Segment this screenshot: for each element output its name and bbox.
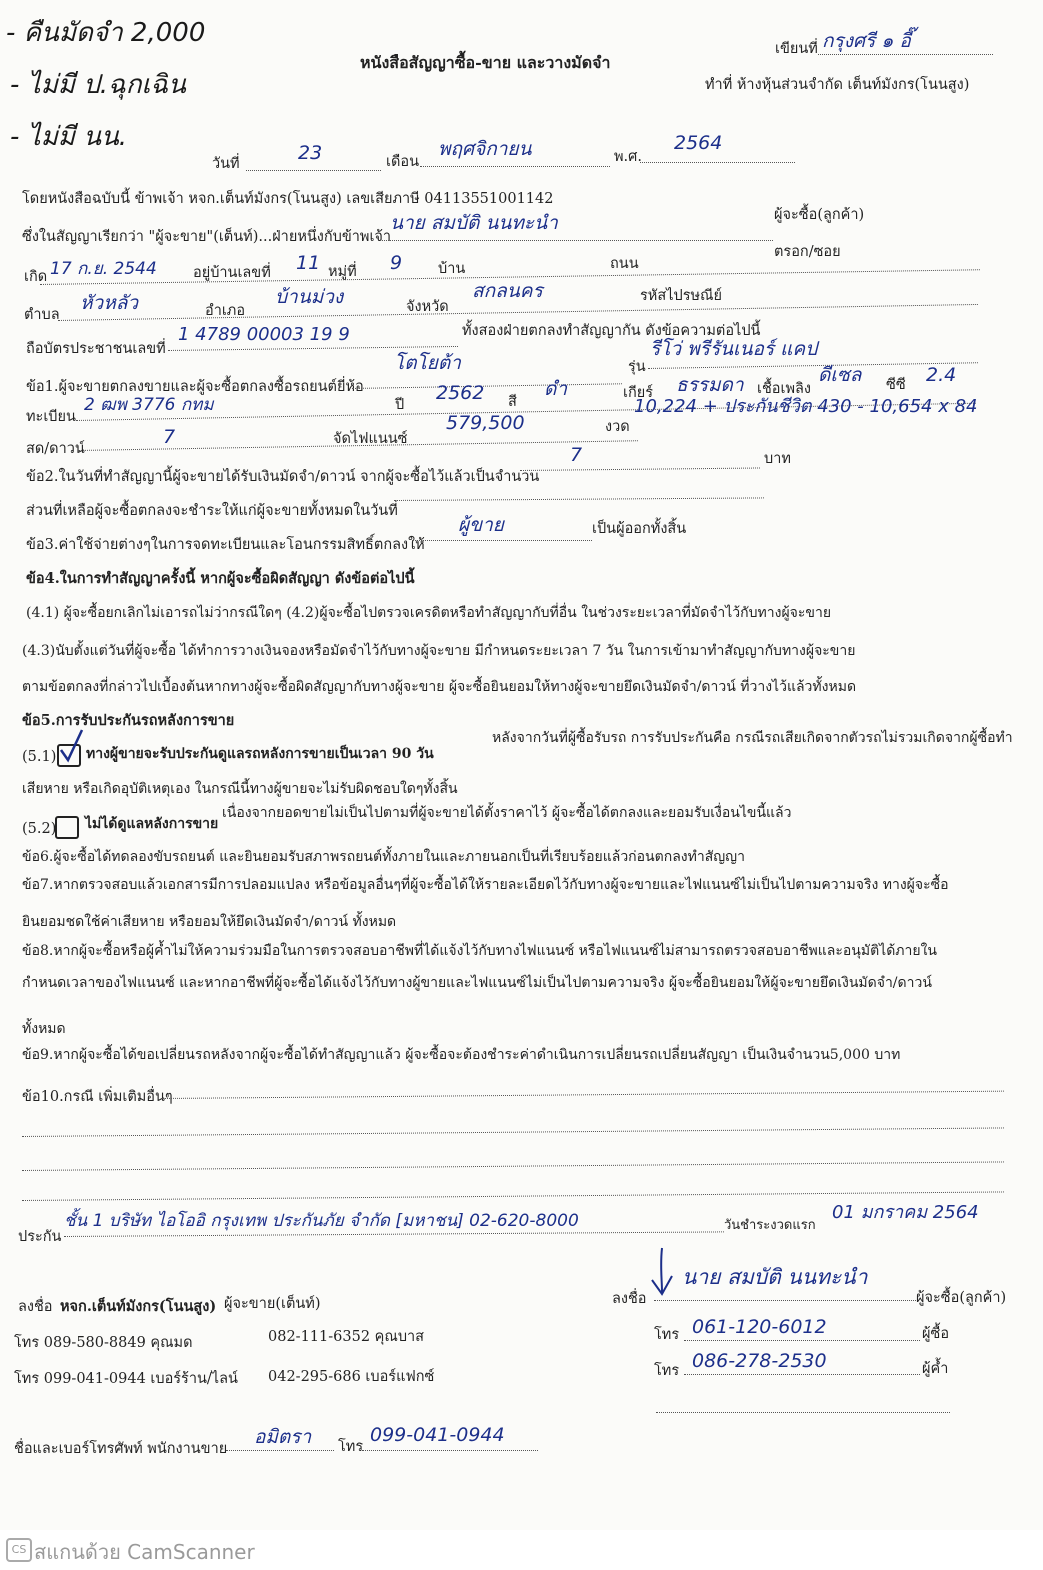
cc-label: ซีซี — [886, 377, 906, 393]
clause4-1: (4.1) ผู้จะซื้อยกเลิกไม่เอารถไม่ว่ากรณีใดๆ (4.2)ผู้จะซื้อไปตรวจเครดิตหรือทำสัญญากับที่อื่น ในช่วงระยะเวลาที่มัดจำไว้กับทางผู้จะขาย — [26, 605, 832, 621]
clause4-title: ข้อ4.ในการทำสัญญาครั้งนี้ หากผู้จะซื้อผิดสัญญา ดังข้อต่อไปนี้ — [26, 570, 415, 587]
postcode-label: รหัสไปรษณีย์ — [640, 288, 722, 304]
fuel-label: เชื้อเพลิง — [757, 381, 811, 397]
idcard-suffix: ทั้งสองฝ่ายตกลงทำสัญญากัน ดังข้อความต่อไปนี้ — [462, 323, 761, 339]
note-no-emergency-insurance: - ไม่มี ป.ฉุกเฉิน — [10, 70, 186, 100]
car-fuel: ดีเซล — [818, 364, 862, 386]
dotted-line — [640, 162, 795, 163]
car-cc: 2.4 — [926, 364, 957, 386]
first-payment-value: 01 มกราคม 2564 — [832, 1202, 979, 1223]
clause7: ข้อ7.หากตรวจสอบแล้วเอกสารมีการปลอมแปลง หรือข้อมูลอื่นๆที่ผู้จะซื้อได้ให้รายละเอียดไว้กับทางผู้จะขายและไฟแนนซ์ไม่เป็นไปตามความจริง ทางผู้จะซื้อ — [22, 877, 949, 893]
clause2-rest: ส่วนที่เหลือผู้จะซื้อตกลงจะชำระให้แก่ผู้จะขายทั้งหมดในวันที่ — [26, 503, 398, 519]
clause5-2-rest: เนื่องจากยอดขายไม่เป็นไปตามที่ผู้จะขายได้ตั้งราคาไว้ ผู้จะซื้อได้ตกลงและยอมรับเงื่อนไขนี้แล้ว — [222, 805, 792, 821]
written-at-label: เขียนที่ — [775, 41, 818, 57]
car-year: 2562 — [436, 382, 485, 404]
installment-label: งวด — [605, 419, 630, 435]
month-value: พฤศจิกายน — [438, 138, 532, 160]
clause3-label: ข้อ3.ค่าใช้จ่ายต่างๆในการจดทะเบียนและโอนกรรมสิทธิ์ตกลงให้ — [26, 537, 425, 553]
dotted-line — [420, 166, 610, 167]
clause5-2-prefix: (5.2) — [22, 821, 57, 837]
car-registration: 2 ฒพ 3776 กทม — [84, 395, 214, 415]
clause8: ข้อ8.หากผู้จะซื้อหรือผู้ค้ำไม่ให้ความร่วมมือในการตรวจสอบอาชีพที่ได้แจ้งไว้กับทางไฟแนนซ์ หรือไฟแนนซ์ไม่สามารถตรวจสอบอาชีพและอนุมัติได้ภายใน — [22, 943, 937, 959]
buyer-tel-label: โทร — [654, 1327, 680, 1343]
buyer-sign-label: ลงชื่อ — [612, 1291, 647, 1307]
subdistrict-label: ตำบล — [24, 307, 60, 323]
clause3-suffix: เป็นผู้ออกทั้งสิ้น — [592, 521, 687, 537]
clause5-title: ข้อ5.การรับประกันรถหลังการขาย — [22, 712, 235, 729]
buyer-name: นาย สมบัติ นนทะนำ — [390, 212, 558, 234]
guarantor-tel: 086-278-2530 — [692, 1350, 827, 1372]
guarantor-tel-role: ผู้ค้ำ — [922, 1361, 949, 1377]
dotted-line — [394, 497, 764, 501]
buyer-role: ผู้จะซื้อ(ลูกค้า) — [916, 1290, 1007, 1306]
seller-role: ผู้จะขาย(เต็นท์) — [224, 1296, 321, 1312]
insurance-label: ประกัน — [18, 1229, 62, 1245]
camscanner-watermark: สแกนด้วย CamScanner — [34, 1540, 255, 1564]
installment-value: 10,224 + ประกันชีวิต 430 - 10,654 x 84 — [634, 396, 978, 417]
dotted-line — [656, 1412, 950, 1413]
down-label: สด/ดาวน์ — [26, 441, 85, 457]
dotted-line — [22, 1161, 1004, 1171]
dotted-line — [378, 240, 773, 241]
idcard-label: ถือบัตรประชาชนเลขที่ — [26, 341, 166, 357]
clause2-unit: บาท — [764, 451, 791, 467]
dotted-line — [818, 54, 993, 55]
dotted-line — [162, 1091, 1004, 1099]
note-deposit-return: - คืนมัดจำ 2,000 — [6, 18, 206, 48]
dotted-line — [22, 1127, 1004, 1137]
birth-value: 17 ก.ย. 2544 — [50, 259, 157, 279]
check-mark-icon — [58, 728, 86, 764]
moo-label: หมู่ที่ — [328, 264, 357, 280]
written-at-value: กรุงศรี ๑ อี๊ — [822, 30, 911, 52]
car-model: รีโว่ พรีรันเนอร์ แคป — [650, 338, 818, 360]
sales-name: อมิตรา — [254, 1426, 312, 1448]
car-gear: ธรรมดา — [676, 374, 744, 396]
clause5-1-prefix: (5.1) — [22, 749, 57, 765]
seller-phone-1: โทร 089-580-8849 คุณมด — [14, 1335, 193, 1351]
clause9: ข้อ9.หากผู้จะซื้อได้ขอเปลี่ยนรถหลังจากผู้จะซื้อได้ทำสัญญาแล้ว ผู้จะซื้อจะต้องชำระค่าดำเนินการเปลี่ยนรถเปลี่ยนสัญญา เป็นเงินจำนวน5,000 บาท — [22, 1047, 901, 1063]
month-label: เดือน — [386, 154, 419, 170]
dotted-line — [412, 540, 592, 541]
dotted-line — [684, 1340, 920, 1341]
buyer-signature: นาย สมบัติ นนทะนำ — [682, 1265, 868, 1289]
sales-tel-label: โทร — [338, 1439, 364, 1455]
clause8c: ทั้งหมด — [22, 1021, 66, 1037]
buyer-tel-role: ผู้ซื้อ — [922, 1326, 950, 1342]
seller-buyer-label: ซึ่งในสัญญาเรียกว่า "ผู้จะขาย"(เต็นท์)...ฝ่ายหนึ่งกับข้าพเจ้า — [22, 229, 392, 245]
day-label: วันที่ — [212, 156, 240, 172]
model-label: รุ่น — [628, 359, 646, 375]
first-payment-label: วันชำระงวดแรก — [724, 1218, 816, 1233]
clause4-3b: ตามข้อตกลงที่กล่าวไปเบื้องต้นหากทางผู้จะซื้อผิดสัญญากับทางผู้จะขาย ผู้จะซื้อยินยอมให้ทางผู้จะขายยึดเงินมัดจำ/ดาวน์ ที่วางไว้แล้วทั้งหมด — [22, 679, 857, 695]
arrow-down-icon — [648, 1246, 678, 1298]
dotted-line — [684, 1374, 920, 1375]
dotted-line — [58, 304, 978, 321]
day-value: 23 — [298, 142, 323, 164]
birth-label: เกิด — [24, 269, 48, 285]
finance-value: 579,500 — [446, 412, 525, 434]
clause2-label: ข้อ2.ในวันที่ทำสัญญานี้ผู้จะขายได้รับเงินมัดจำ/ดาวน์ จากผู้จะซื้อไว้แล้วเป็นจำนวน — [26, 469, 540, 485]
house-no-label: อยู่บ้านเลขที่ — [193, 265, 271, 281]
car-brand: โตโยต้า — [394, 352, 461, 374]
reg-label: ทะเบียน — [26, 409, 76, 425]
year-label: พ.ศ. — [614, 149, 642, 165]
place-of-contract: ทำที่ ห้างหุ้นส่วนจำกัด เต็นท์มังกร(โนนสูง) — [705, 77, 970, 93]
sales-label: ชื่อและเบอร์โทรศัพท์ พนักงานขาย — [14, 1441, 228, 1457]
clause7b: ยินยอมชดใช้ค่าเสียหาย หรือยอมให้ยึดเงินมัดจำ/ดาวน์ ทั้งหมด — [22, 914, 397, 930]
dotted-line — [362, 1450, 538, 1451]
seller-name: หจก.เต็นท์มังกร(โนนสูง) — [60, 1298, 217, 1315]
clause5-1-rest: หลังจากวันที่ผู้ซื้อรับรถ การรับประกันคือ กรณีรถเสียเกิดจากตัวรถไม่รวมเกิดจากผู้ซื้อทำ — [492, 730, 1013, 746]
province-label: จังหวัด — [406, 299, 449, 315]
sales-tel: 099-041-0944 — [370, 1424, 505, 1446]
dotted-line — [654, 1300, 916, 1301]
no-after-sales-checkbox[interactable] — [55, 816, 79, 839]
clause6: ข้อ6.ผู้จะซื้อได้ทดลองขับรถยนต์ และยินยอมรับสภาพรถยนต์ทั้งภายในและภายนอกเป็นที่เรียบร้อยแล้วก่อนตกลงทำสัญญา — [22, 849, 745, 865]
dotted-line — [64, 1231, 724, 1237]
dotted-line — [22, 1191, 1004, 1201]
alley-label: ตรอก/ซอย — [774, 244, 841, 260]
clause5-1-bold: ทางผู้ขายจะรับประกันดูแลรถหลังการขายเป็นเวลา 90 วัน — [86, 746, 434, 762]
moo-value: 9 — [390, 252, 403, 274]
clause8b: กำหนดเวลาของไฟแนนซ์ และหากอาชีพที่ผู้จะซื้อได้แจ้งไว้กับทางผู้ขายและไฟแนนซ์ไม่เป็นไปตามความจริง ผู้จะซื้อยินยอมให้ผู้จะขายยึดเงินมัดจำ/ดาวน์ — [22, 975, 932, 991]
dotted-line — [246, 170, 381, 171]
clause2-value: 7 — [570, 444, 583, 466]
seller-sign-label: ลงชื่อ — [18, 1299, 53, 1315]
note-no-weight: - ไม่มี นน. — [10, 122, 128, 152]
seller-phone-2: 082-111-6352 คุณบาส — [268, 1329, 425, 1345]
idcard-value: 1 4789 00003 19 9 — [178, 324, 350, 345]
clause5-1b: เสียหาย หรือเกิดอุบัติเหตุเอง ในกรณีนี้ทางผู้ขายจะไม่รับผิดชอบใดๆทั้งสิ้น — [22, 781, 458, 797]
year-value: 2564 — [674, 132, 723, 154]
seller-phone-3: โทร 099-041-0944 เบอร์ร้าน/ไลน์ — [14, 1371, 238, 1387]
camscanner-logo-icon: CS — [6, 1538, 32, 1562]
buyer-tel: 061-120-6012 — [692, 1316, 827, 1338]
buyer-role-label: ผู้จะซื้อ(ลูกค้า) — [774, 207, 865, 223]
seller-phone-4: 042-295-686 เบอร์แฟกซ์ — [268, 1369, 435, 1385]
car-color: ดำ — [544, 378, 568, 400]
subdistrict-value: หัวหลัว — [80, 292, 139, 314]
province-value: สกลนคร — [472, 280, 543, 302]
clause5-2-bold: ไม่ได้ดูแลหลังการขาย — [85, 816, 219, 832]
year-label-car: ปี — [395, 397, 405, 413]
gear-label: เกียร์ — [623, 385, 654, 401]
village-label: บ้าน — [438, 261, 466, 277]
intro-line: โดยหนังสือฉบับนี้ ข้าพเจ้า หจก.เต็นท์มังกร(โนนสูง) เลขเสียภาษี 04113551001142 — [22, 191, 554, 207]
document-title: หนังสือสัญญาซื้อ-ขาย และวางมัดจำ — [360, 53, 611, 72]
dotted-line — [226, 1450, 334, 1451]
clause10: ข้อ10.กรณี เพิ่มเติมอื่นๆ — [22, 1089, 173, 1105]
dotted-line — [520, 467, 760, 471]
clause3-value: ผู้ขาย — [458, 514, 504, 536]
dotted-line — [168, 346, 458, 351]
clause1-label: ข้อ1.ผู้จะขายตกลงขายและผู้จะซื้อตกลงซื้อรถยนต์ยี่ห้อ — [26, 379, 364, 395]
finance-label: จัดไฟแนนซ์ — [333, 431, 408, 447]
house-no-value: 11 — [296, 252, 321, 274]
insurance-value: ชั้น 1 บริษัท ไอโออิ กรุงเทพ ประกันภัย จำกัด [มหาชน] 02-620-8000 — [64, 1211, 579, 1231]
guarantor-tel-label: โทร — [654, 1363, 680, 1379]
district-label: อำเภอ — [205, 303, 246, 319]
dotted-line — [352, 383, 622, 389]
road-label: ถนน — [610, 256, 639, 272]
district-value: บ้านม่วง — [275, 286, 344, 308]
clause4-3: (4.3)นับตั้งแต่วันที่ผู้จะซื้อ ได้ทำการวางเงินจองหรือมัดจำไว้กับทางผู้จะขาย มีกำหนดระยะเวลา 7 วัน ในการเข้ามาทำสัญญากับทางผู้จะขาย — [22, 643, 856, 659]
color-label: สี — [508, 394, 517, 410]
down-value: 7 — [163, 426, 176, 448]
